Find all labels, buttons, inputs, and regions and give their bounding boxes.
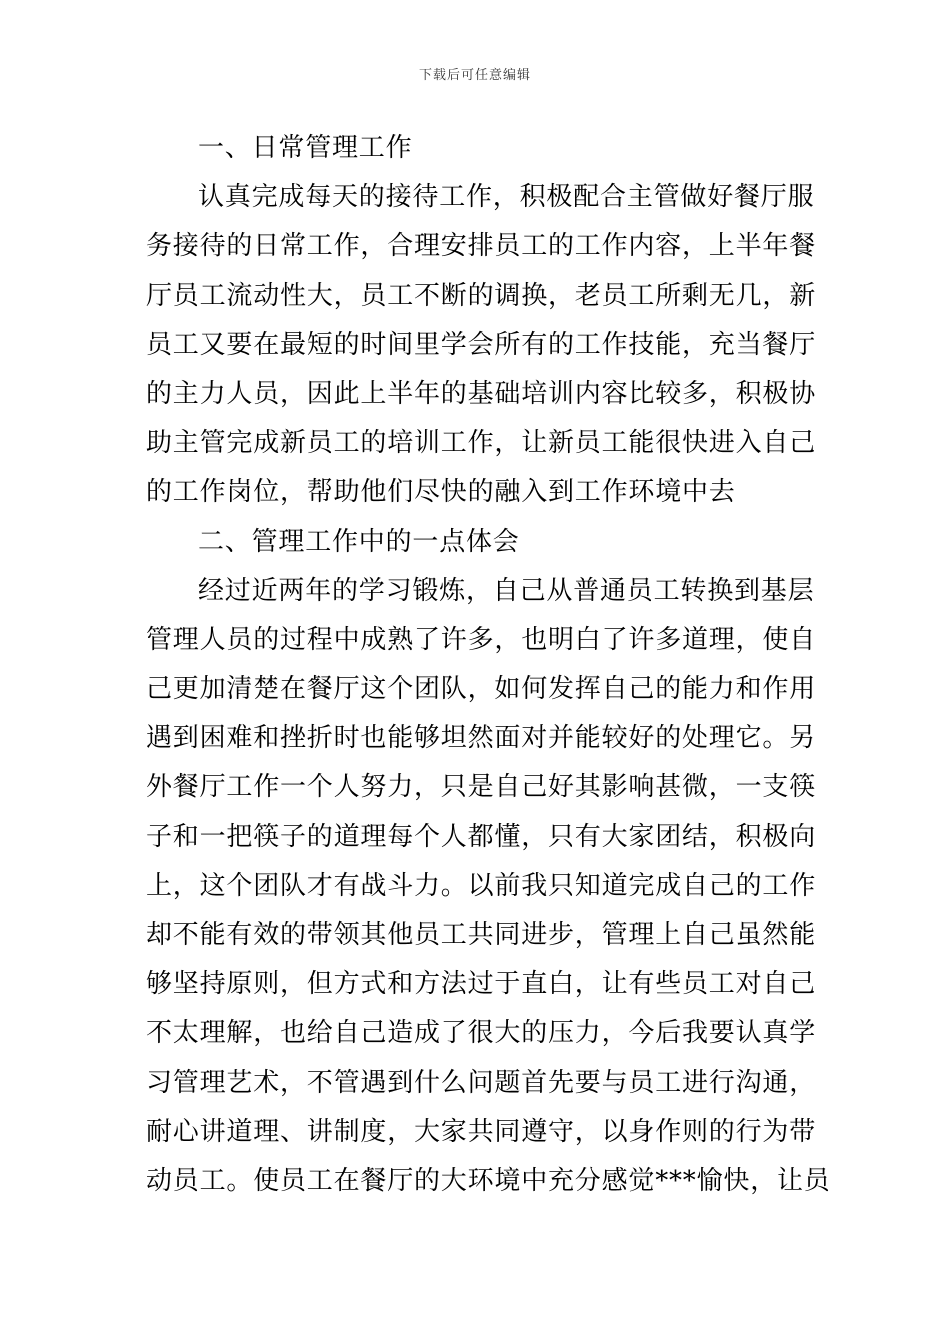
text-line: 上，这个团队才有战斗力。以前我只知道完成自己的工作 [146, 870, 817, 901]
text-line: 务接待的日常工作，合理安排员工的工作内容，上半年餐 [146, 231, 817, 262]
text-line: 不太理解，也给自己造成了很大的压力，今后我要认真学 [146, 1018, 817, 1049]
text-line: 认真完成每天的接待工作，积极配合主管做好餐厅服 [198, 182, 815, 213]
text-line: 子和一把筷子的道理每个人都懂，只有大家团结，积极向 [146, 821, 817, 852]
text-line: 己更加清楚在餐厅这个团队，如何发挥自己的能力和作用 [146, 674, 817, 705]
text-line: 的主力人员，因此上半年的基础培训内容比较多，积极协 [146, 378, 817, 409]
text-line: 耐心讲道理、讲制度，大家共同遵守，以身作则的行为带 [146, 1116, 817, 1147]
document-body [146, 124, 831, 1206]
text-line: 厅员工流动性大，员工不断的调换，老员工所剩无几，新 [146, 280, 817, 311]
text-line: 够坚持原则，但方式和方法过于直白，让有些员工对自己 [146, 969, 817, 1000]
text-line: 遇到困难和挫折时也能够坦然面对并能较好的处理它。另 [146, 723, 817, 754]
page-header: 下载后可任意编辑 [418, 68, 531, 83]
text-line: 员工又要在最短的时间里学会所有的工作技能，充当餐厅 [146, 329, 817, 360]
section-heading-1: 一、日常管理工作 [198, 133, 413, 163]
section-heading-2: 二、管理工作中的一点体会 [198, 526, 520, 557]
text-line: 外餐厅工作一个人努力，只是自己好其影响甚微，一支筷 [146, 772, 817, 803]
text-line: 管理人员的过程中成熟了许多，也明白了许多道理，使自 [146, 624, 817, 655]
text-line: 动员工。使员工在餐厅的大环境中充分感觉***愉快，让员 [146, 1165, 831, 1196]
text-line: 却不能有效的带领其他员工共同进步，管理上自己虽然能 [146, 920, 817, 950]
text-line: 经过近两年的学习锻炼，自己从普通员工转换到基层 [198, 575, 815, 606]
text-line: 的工作岗位，帮助他们尽快的融入到工作环境中去 [146, 477, 736, 508]
text-line: 助主管完成新员工的培训工作，让新员工能很快进入自己 [146, 428, 817, 459]
text-line: 习管理艺术，不管遇到什么问题首先要与员工进行沟通， [146, 1067, 817, 1098]
